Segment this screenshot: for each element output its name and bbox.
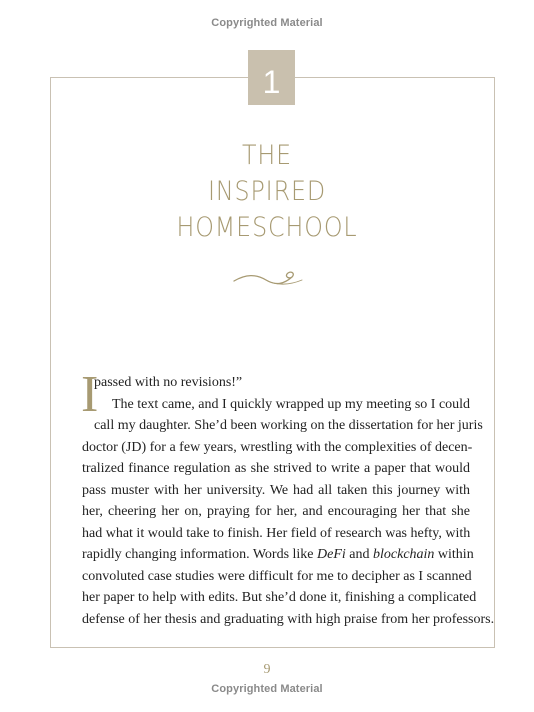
body-line: The text came, and I quickly wrapped up my meeting so I could [112,396,471,412]
copyright-watermark-bottom: Copyrighted Material [211,683,323,695]
chapter-title-line-2: INSPIRED [207,176,327,207]
page-number: 9 [263,662,271,677]
body-line: defense of her thesis and graduating with high praise from her professors. [82,611,495,627]
body-line: passed with no revisions!” [94,375,243,390]
chapter-title-line-3: HOMESCHOOL [176,212,358,243]
flourish-ornament-icon [232,268,304,288]
body-line: call my daughter. She’d been working on the dissertation for her juris [94,418,483,433]
body-line: doctor (JD) for a few years, wrestling with the complexities of decen- [82,439,473,455]
body-line: pass muster with her university. We had all taken this journey with [82,482,470,498]
body-line: her, cheering her on, praying for her, and encouraging her that she [82,504,470,519]
body-line: her paper to help with edits. But she’d done it, finishing a complicated [82,590,477,605]
chapter-number: 1 [262,64,281,100]
chapter-number-tab [248,50,295,105]
chapter-body-text [82,372,495,630]
copyright-watermark-top: Copyrighted Material [211,17,323,29]
drop-cap: I [81,366,99,423]
body-line: convoluted case studies were difficult for me to decipher as I scanned [82,568,472,584]
body-line: tralized finance regulation as she strived to write a paper that would [82,461,470,476]
body-line: rapidly changing information. Words like DeFi and blockchain within [82,547,474,562]
chapter-title [0,138,534,246]
chapter-title-line-1: THE [241,140,293,171]
body-line: had what it would take to finish. Her field of research was hefty, with [82,525,471,541]
